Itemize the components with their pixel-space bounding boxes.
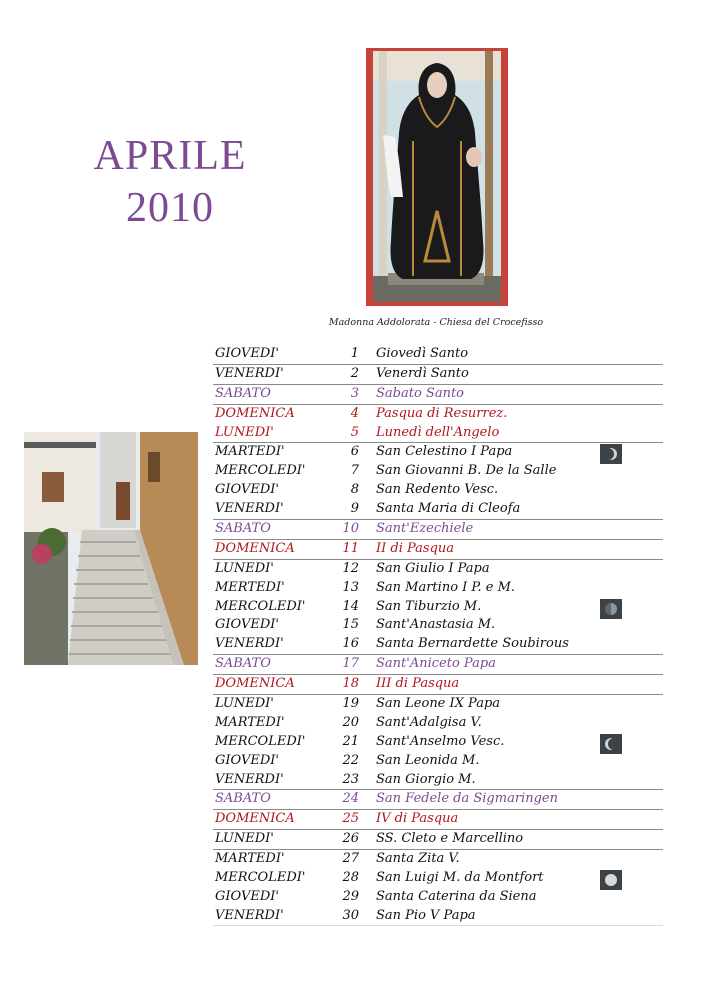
day-name: SABATO [215,791,271,807]
day-number: 22 [342,752,359,768]
day-number: 18 [342,676,359,692]
day-number: 6 [350,444,359,460]
calendar-row [213,714,663,733]
day-number: 24 [342,791,359,807]
day-number: 5 [350,424,359,440]
day-number: 4 [350,405,359,421]
day-name: MERTEDI' [215,579,285,595]
day-number: 10 [342,521,359,537]
year-title: 2010 [126,185,214,231]
day-number: 20 [342,714,359,730]
saint-name: San Leone IX Papa [376,696,501,712]
calendar-row [213,500,663,520]
calendar-row [213,345,663,365]
calendar-row [213,790,663,810]
calendar-row [213,481,663,500]
day-name: GIOVEDI' [215,482,279,498]
saint-name: San Fedele da Sigmaringen [376,791,558,807]
saint-name: II di Pasqua [376,540,455,556]
day-number: 23 [342,771,359,787]
day-name: DOMENICA [215,405,295,421]
saint-name: Lunedì dell'Angelo [376,424,500,440]
saint-name: San Giorgio M. [376,771,476,787]
day-number: 17 [342,656,359,672]
calendar-row [213,598,663,617]
saint-name: Santa Maria di Cleofa [376,501,521,517]
day-number: 9 [350,501,359,517]
saint-name: SS. Cleto e Marcellino [376,831,524,847]
calendar-row [213,635,663,655]
calendar-row [213,424,663,444]
day-number: 11 [342,540,359,556]
madonna-addolorata-photo [366,48,508,306]
calendar-row [213,365,663,385]
month-title: APRILE [93,133,247,179]
day-number: 7 [350,463,359,479]
saint-name: San Giovanni B. De la Salle [376,463,557,479]
calendar-row [213,443,663,462]
day-number: 14 [342,598,359,614]
day-name: SABATO [215,656,271,672]
day-name: VENERDI' [215,771,284,787]
day-name: DOMENICA [215,811,295,827]
saint-name: San Giulio I Papa [376,560,490,576]
calendar-row [213,850,663,869]
calendar-row [213,675,663,695]
saint-name: Sant'Anastasia M. [376,617,496,633]
calendar-row [213,810,663,830]
calendar-row [213,540,663,560]
calendar-table [213,345,663,926]
day-number: 30 [342,907,359,923]
day-name: MARTEDI' [215,444,285,460]
day-name: DOMENICA [215,540,295,556]
calendar-row [213,579,663,598]
day-name: GIOVEDI' [215,617,279,633]
calendar-row [213,655,663,675]
day-number: 21 [342,733,359,749]
photo-caption: Madonna Addolorata - Chiesa del Crocefisso [328,317,544,328]
footer-divider [213,925,663,926]
day-name: LUNEDI' [215,424,274,440]
day-number: 15 [342,617,359,633]
calendar-row [213,771,663,791]
day-number: 3 [350,385,359,401]
day-name: VENERDI' [215,365,284,381]
calendar-row [213,830,663,850]
saint-name: Sant'Ezechiele [376,521,474,537]
day-number: 27 [342,851,359,867]
calendar-row [213,752,663,771]
day-name: MERCOLEDI' [215,463,306,479]
saint-name: Santa Caterina da Siena [376,888,537,904]
day-name: SABATO [215,521,271,537]
day-number: 8 [350,482,359,498]
saint-name: San Celestino I Papa [376,444,513,460]
saint-name: San Redento Vesc. [376,482,499,498]
saint-name: Venerdì Santo [376,365,469,381]
day-name: VENERDI' [215,907,284,923]
saint-name: Pasqua di Resurrez. [376,405,508,421]
calendar-row [213,733,663,752]
saint-name: Sant'Aniceto Papa [376,656,496,672]
day-number: 19 [342,696,359,712]
day-number: 13 [342,579,359,595]
day-name: LUNEDI' [215,831,274,847]
saint-name: III di Pasqua [376,676,460,692]
saint-name: Santa Bernardette Soubirous [376,636,569,652]
day-number: 1 [350,346,359,361]
day-name: MERCOLEDI' [215,870,306,886]
saint-name: IV di Pasqua [376,811,459,827]
saint-name: Sant'Anselmo Vesc. [376,733,505,749]
saint-name: San Martino I P. e M. [376,579,516,595]
day-number: 29 [342,888,359,904]
saint-name: Sant'Adalgisa V. [376,714,482,730]
day-name: LUNEDI' [215,696,274,712]
day-name: MERCOLEDI' [215,733,306,749]
day-name: GIOVEDI' [215,346,279,361]
day-name: VENERDI' [215,636,284,652]
day-number: 12 [342,560,359,576]
day-name: SABATO [215,385,271,401]
stairway-photo [24,432,198,665]
day-number: 2 [350,365,359,381]
day-name: DOMENICA [215,676,295,692]
day-number: 25 [342,811,359,827]
day-name: LUNEDI' [215,560,274,576]
saint-name: Santa Zita V. [376,851,460,867]
day-name: VENERDI' [215,501,284,517]
calendar-row [213,520,663,540]
day-number: 28 [342,870,359,886]
calendar-row [213,560,663,579]
day-name: GIOVEDI' [215,888,279,904]
day-name: GIOVEDI' [215,752,279,768]
day-name: MERCOLEDI' [215,598,306,614]
calendar-row [213,695,663,714]
calendar-row [213,616,663,635]
saint-name: San Leonida M. [376,752,480,768]
calendar-row [213,405,663,424]
calendar-row [213,869,663,888]
saint-name: Sabato Santo [376,385,464,401]
saint-name: San Pio V Papa [376,907,476,923]
saint-name: San Luigi M. da Montfort [376,870,544,886]
calendar-row [213,462,663,481]
calendar-row [213,907,663,926]
day-number: 16 [342,636,359,652]
day-name: MARTEDI' [215,851,285,867]
saint-name: Giovedì Santo [376,346,469,361]
calendar-row [213,888,663,907]
day-number: 26 [342,831,359,847]
day-name: MARTEDI' [215,714,285,730]
calendar-row [213,385,663,405]
saint-name: San Tiburzio M. [376,598,482,614]
